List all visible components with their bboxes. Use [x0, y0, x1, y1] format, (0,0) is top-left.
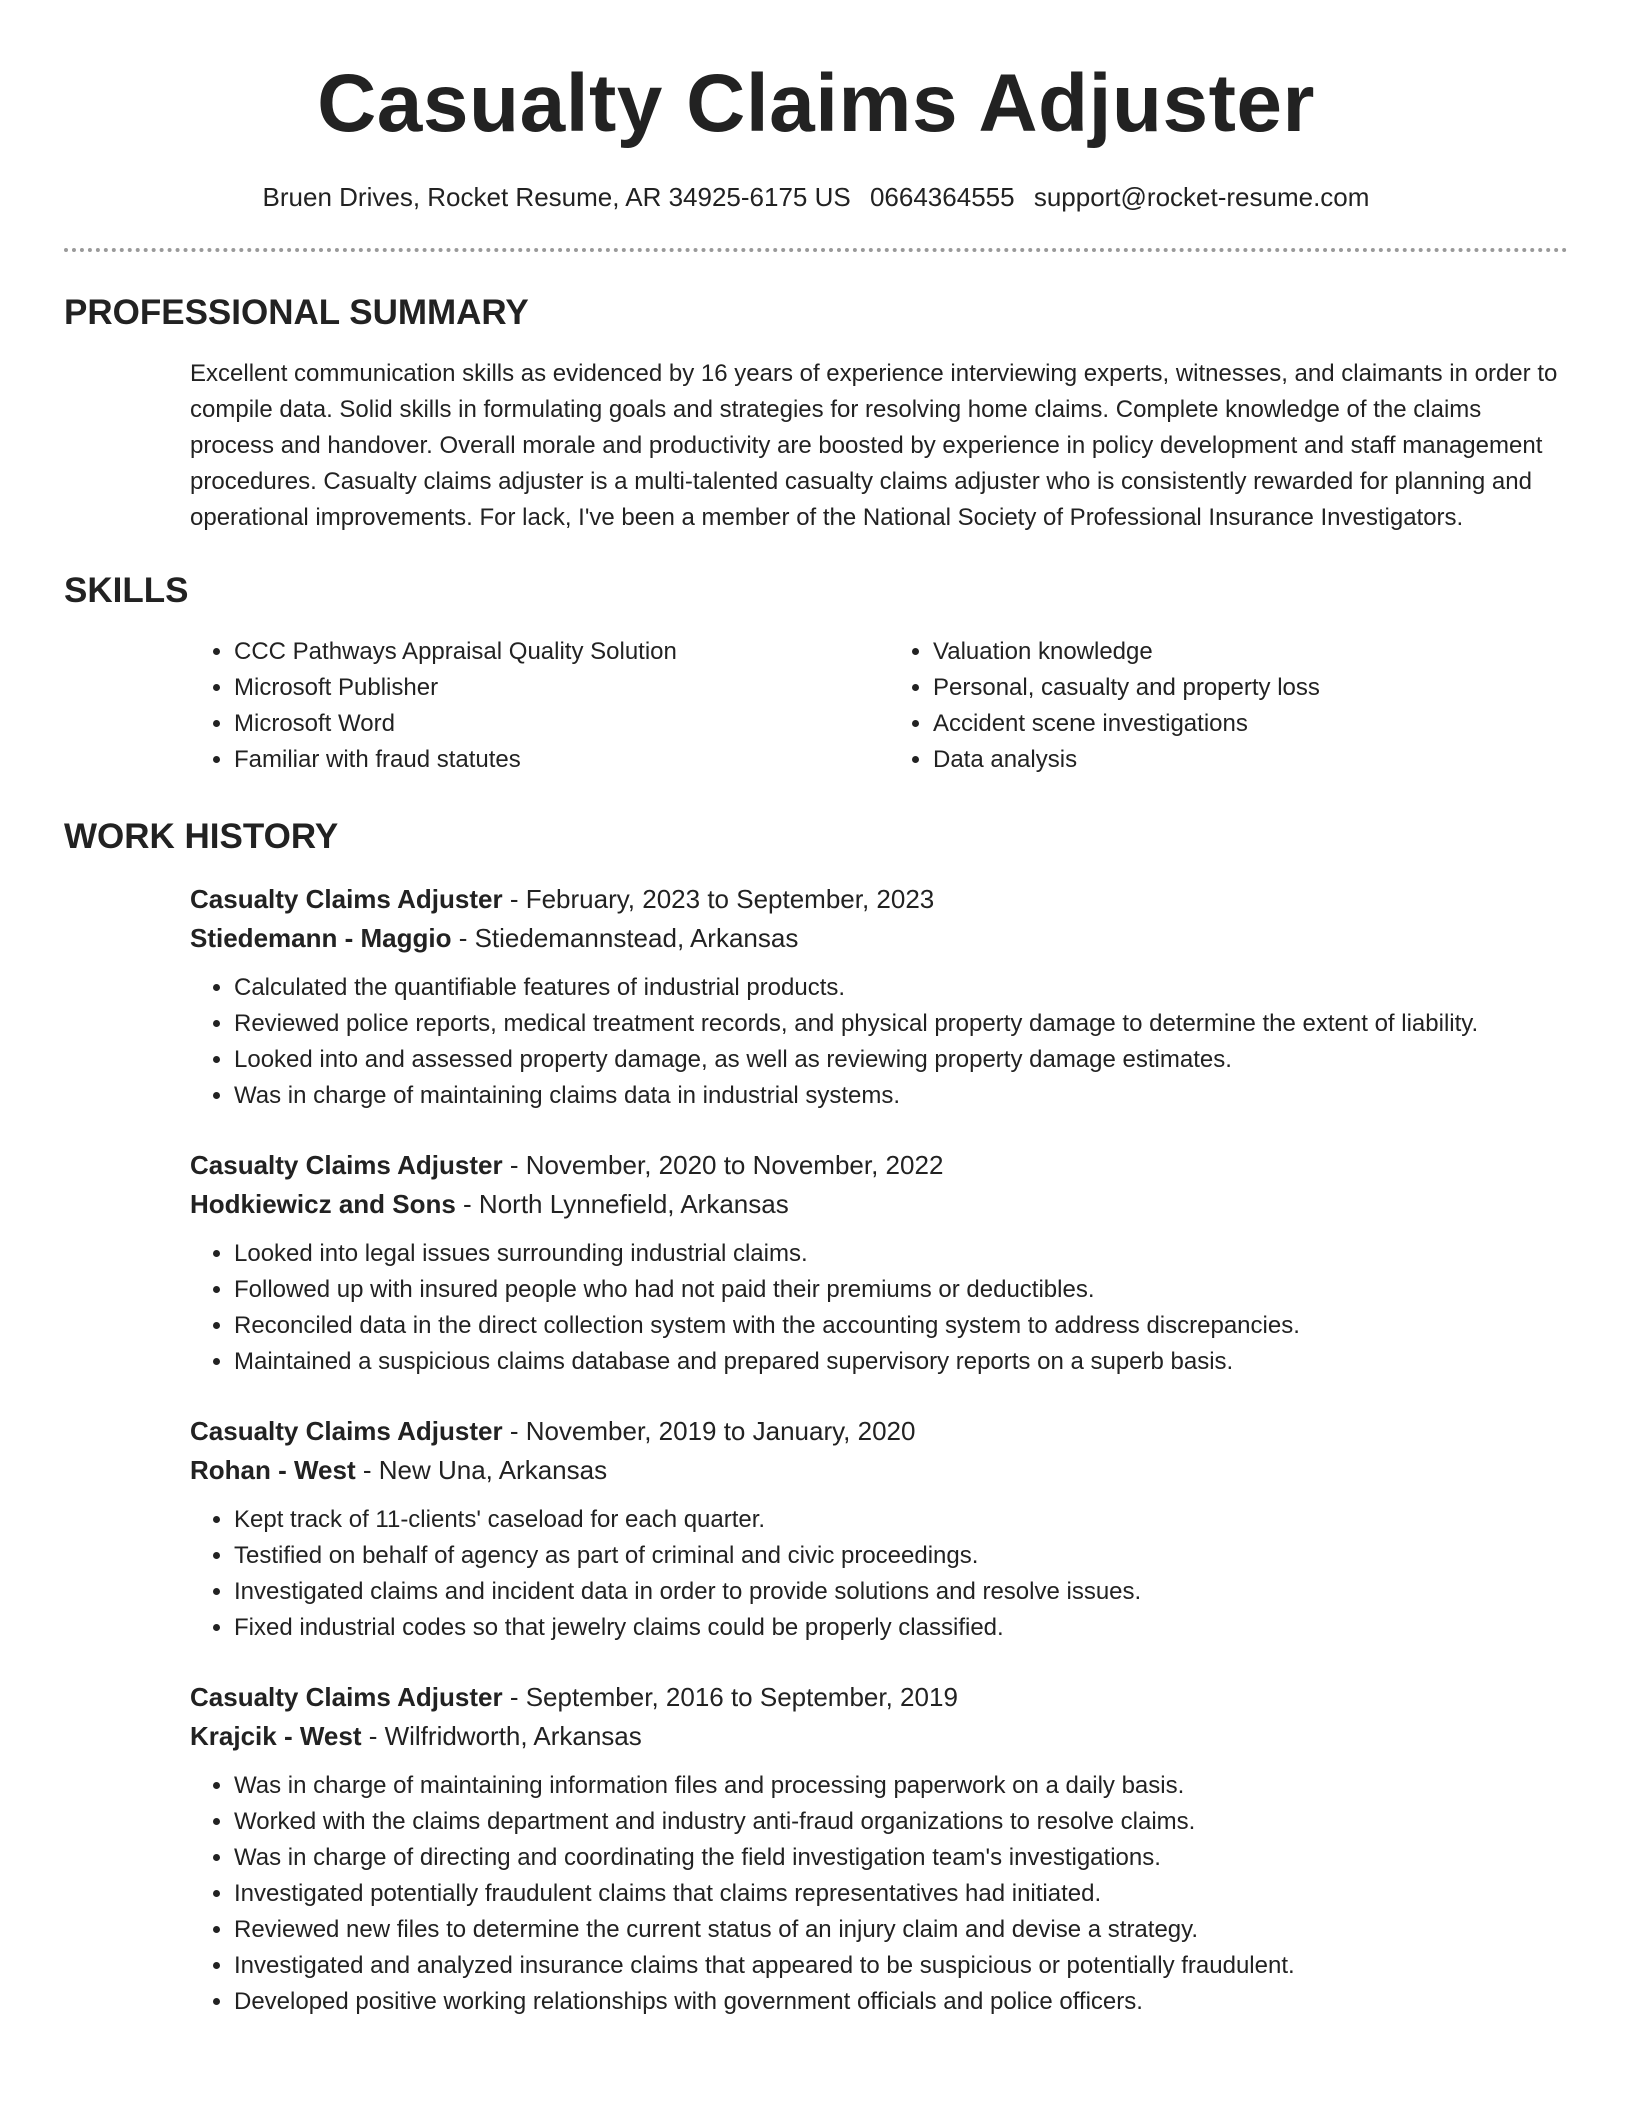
candidate-name: Casualty Claims Adjuster [317, 58, 1315, 149]
job-role: Casualty Claims Adjuster [190, 1150, 503, 1180]
summary-body [190, 356, 1568, 536]
skills-list-right [889, 634, 1568, 778]
job-location: - Wilfridworth, Arkansas [361, 1721, 642, 1751]
job-company-line [190, 1185, 1568, 1224]
job-dates: - November, 2019 to January, 2020 [502, 1416, 916, 1446]
job-bullet: • Reconciled data in the direct collection system with the accounting system to address discrepancies. [234, 1308, 1568, 1344]
job-bullet: • Investigated claims and incident data in order to provide solutions and resolve issues. [234, 1574, 1568, 1610]
summary-text: Excellent communication skills as evidenced by 16 years of experience interviewing experts, witnesses, and claimants in order to compile data. Solid skills in formulating goals and strategies for resolving home claims. Complete knowledge of the claims process and handover. Overall morale and productivity are boosted by experience in policy development and staff management procedures. Casualty claims adjuster is a multi-talented casualty claims adjuster who is consistently rewarded for planning and operational improvements. For lack, I've been a member of the National Society of Professional Insurance Investigators. [190, 360, 1558, 531]
skill-item: • Accident scene investigations [933, 706, 1568, 742]
job-bullet: • Calculated the quantifiable features of industrial products. [234, 970, 1568, 1006]
job-bullet: • Investigated and analyzed insurance claims that appeared to be suspicious or potentially fraudulent. [234, 1948, 1568, 1984]
job-company: Hodkiewicz and Sons [190, 1189, 456, 1219]
job-bullet: • Reviewed new files to determine the current status of an injury claim and devise a strategy. [234, 1912, 1568, 1948]
job-bullet: • Was in charge of maintaining claims data in industrial systems. [234, 1078, 1568, 1114]
skills-section [64, 570, 1568, 778]
job-role-line [190, 1678, 1568, 1717]
skill-item: • Familiar with fraud statutes [234, 742, 869, 778]
job-entry [190, 1678, 1568, 2020]
job-bullet: • Fixed industrial codes so that jewelry claims could be properly classified. [234, 1610, 1568, 1646]
contact-phone: 0664364555 [869, 182, 1015, 212]
job-company: Krajcik - West [190, 1721, 362, 1751]
work-history-body [190, 880, 1568, 2020]
contact-email: support@rocket-resume.com [1033, 182, 1370, 212]
job-bullet: • Worked with the claims department and industry anti-fraud organizations to resolve claims. [234, 1804, 1568, 1840]
skills-grid [190, 634, 1568, 778]
job-bullet: • Developed positive working relationships with government officials and police officers. [234, 1984, 1568, 2020]
skill-item: • Microsoft Word [234, 706, 869, 742]
skill-item: • Valuation knowledge [933, 634, 1568, 670]
section-title-work-history: WORK HISTORY [64, 817, 339, 856]
job-role-line [190, 880, 1568, 919]
skill-item: • Microsoft Publisher [234, 670, 869, 706]
job-dates: - November, 2020 to November, 2022 [502, 1150, 944, 1180]
contact-line [64, 180, 1568, 214]
job-dates: - February, 2023 to September, 2023 [502, 884, 935, 914]
job-entry [190, 880, 1568, 1114]
job-location: - New Una, Arkansas [355, 1455, 608, 1485]
job-role: Casualty Claims Adjuster [190, 884, 503, 914]
job-company-line [190, 1717, 1568, 1756]
job-bullet: • Maintained a suspicious claims database and prepared supervisory reports on a superb basis. [234, 1344, 1568, 1380]
professional-summary-section [64, 292, 1568, 536]
job-role-line [190, 1146, 1568, 1185]
job-role: Casualty Claims Adjuster [190, 1416, 503, 1446]
section-title-summary: PROFESSIONAL SUMMARY [64, 293, 529, 332]
skills-list-left [190, 634, 869, 778]
job-role: Casualty Claims Adjuster [190, 1682, 503, 1712]
job-bullets [190, 970, 1568, 1114]
section-title-skills: SKILLS [64, 571, 189, 610]
header-divider [64, 248, 1568, 252]
job-dates: - September, 2016 to September, 2019 [502, 1682, 958, 1712]
job-bullet: • Testified on behalf of agency as part of criminal and civic proceedings. [234, 1538, 1568, 1574]
job-bullets [190, 1236, 1568, 1380]
skill-item: • Personal, casualty and property loss [933, 670, 1568, 706]
job-entry [190, 1412, 1568, 1646]
job-location: - North Lynnefield, Arkansas [455, 1189, 789, 1219]
skill-item: • Data analysis [933, 742, 1568, 778]
job-company-line [190, 919, 1568, 958]
job-company: Rohan - West [190, 1455, 356, 1485]
job-bullet: • Investigated potentially fraudulent claims that claims representatives had initiated. [234, 1876, 1568, 1912]
job-role-line [190, 1412, 1568, 1451]
job-bullet: • Looked into legal issues surrounding industrial claims. [234, 1236, 1568, 1272]
job-bullets [190, 1768, 1568, 2020]
job-bullet: • Kept track of 11-clients' caseload for each quarter. [234, 1502, 1568, 1538]
job-company: Stiedemann - Maggio [190, 923, 452, 953]
job-bullet: • Was in charge of maintaining information files and processing paperwork on a daily basis. [234, 1768, 1568, 1804]
job-entry [190, 1146, 1568, 1380]
job-location: - Stiedemannstead, Arkansas [451, 923, 799, 953]
job-bullet: • Followed up with insured people who had not paid their premiums or deductibles. [234, 1272, 1568, 1308]
job-bullet: • Looked into and assessed property damage, as well as reviewing property damage estimates. [234, 1042, 1568, 1078]
job-company-line [190, 1451, 1568, 1490]
work-history-section [64, 816, 1568, 2020]
contact-address: Bruen Drives, Rocket Resume, AR 34925-6175 US [262, 182, 851, 212]
job-bullet: • Reviewed police reports, medical treatment records, and physical property damage to determine the extent of liability. [234, 1006, 1568, 1042]
skill-item: • CCC Pathways Appraisal Quality Solution [234, 634, 869, 670]
job-bullets [190, 1502, 1568, 1646]
job-bullet: • Was in charge of directing and coordinating the field investigation team's investigations. [234, 1840, 1568, 1876]
resume-header [64, 56, 1568, 214]
